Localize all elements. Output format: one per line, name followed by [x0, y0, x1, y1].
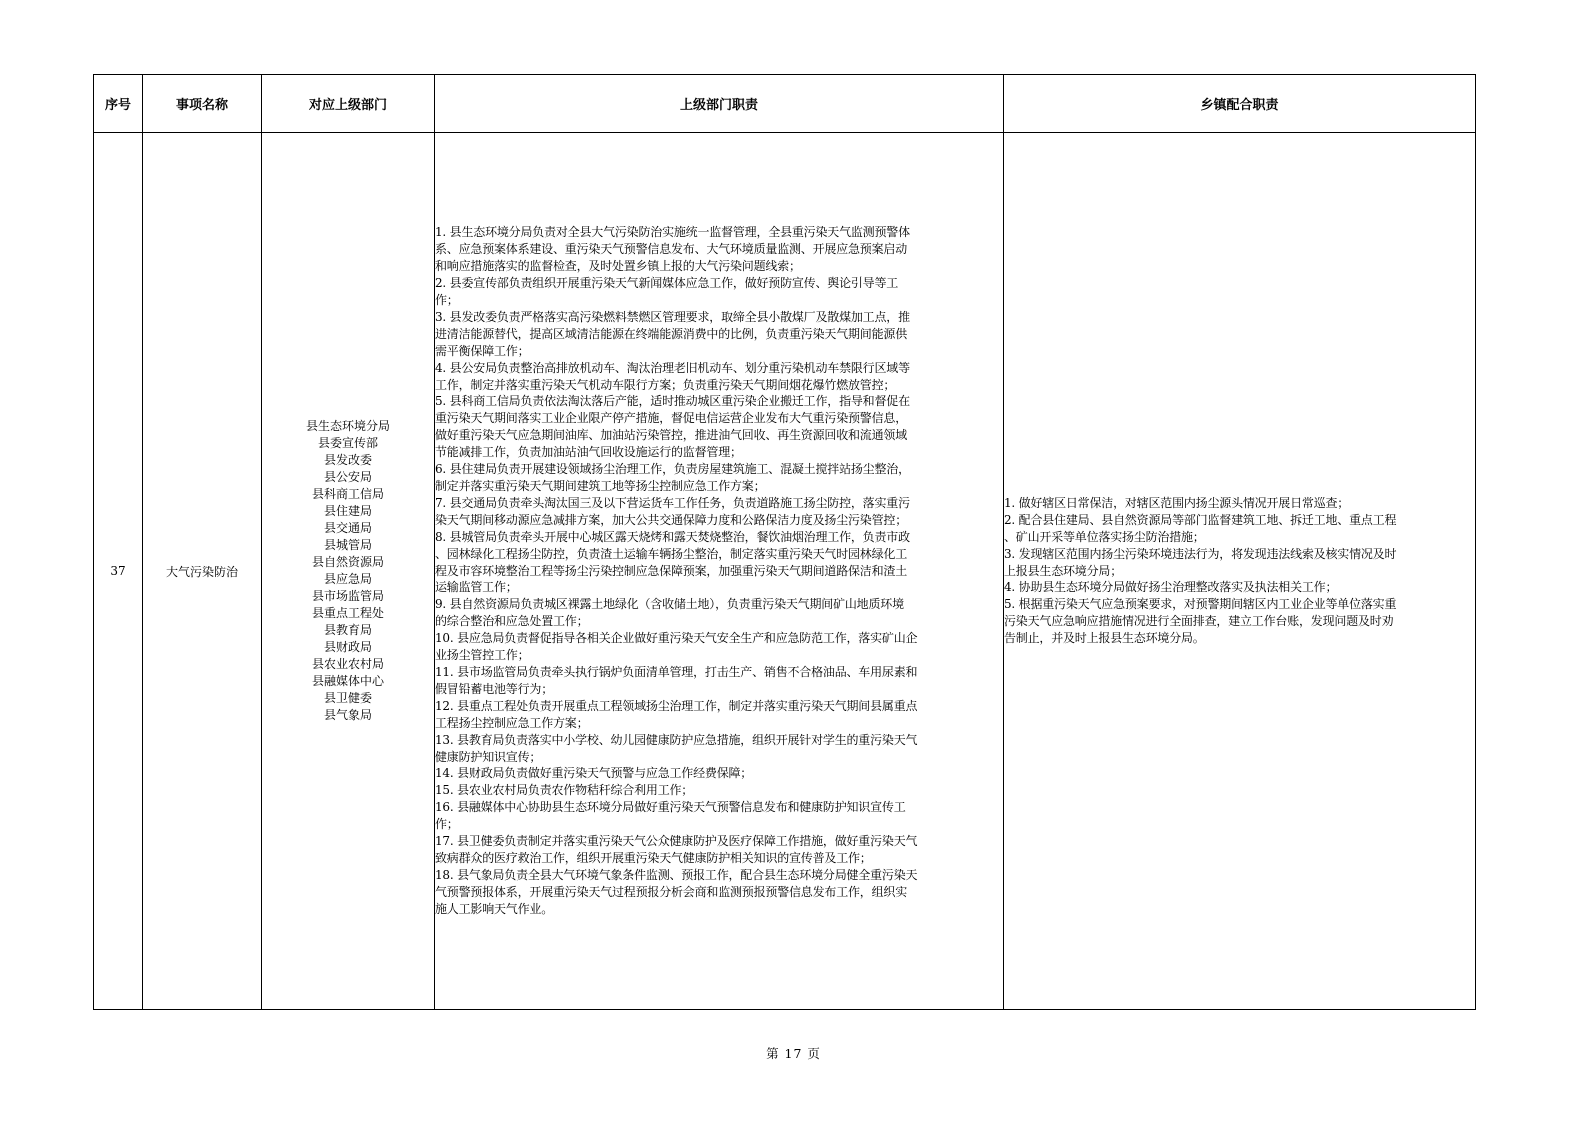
- duty-line: 6. 县住建局负责开展建设领域扬尘治理工作，负责房屋建筑施工、混凝土搅拌站扬尘整治，: [435, 462, 910, 477]
- duty-line: 3. 县发改委负责严格落实高污染燃料禁燃区管理要求，取缔全县小散煤厂及散煤加工点，推: [435, 309, 910, 324]
- duty-line: 需平衡保障工作；: [435, 343, 530, 358]
- duty-line: 和响应措施落实的监督检查，及时处置乡镇上报的大气污染问题线索；: [435, 259, 801, 274]
- duty-line: 假冒铅蓄电池等行为；: [435, 681, 554, 696]
- coop-line: 、矿山开采等单位落实扬尘防治措施；: [1004, 529, 1205, 544]
- department-name: 县财政局: [323, 640, 372, 654]
- duty-line: 8. 县城管局负责牵头开展中心城区露天烧烤和露天焚烧整治，餐饮油烟治理工作，负责市政: [435, 529, 910, 544]
- duty-line: 16. 县融媒体中心协助县生态环境分局做好重污染天气预警信息发布和健康防护知识宣传工: [435, 800, 906, 815]
- row-departments: [262, 133, 435, 1010]
- department-name: 县城管局: [323, 538, 372, 552]
- department-name: 县市场监管局: [311, 589, 384, 603]
- duty-line: 系、应急预案体系建设、重污染天气预警信息发布、大气环境质量监测、开展应急预案启动: [435, 242, 908, 257]
- duty-line: 作；: [435, 817, 459, 832]
- department-name: 县融媒体中心: [311, 674, 384, 688]
- header-department-duties: 上级部门职责: [435, 75, 1004, 133]
- duty-line: 4. 县公安局负责整治高排放机动车、淘汰治理老旧机动车、划分重污染机动车禁限行区域等: [435, 360, 910, 375]
- duty-line: 13. 县教育局负责落实中小学校、幼儿园健康防护应急措施，组织开展针对学生的重污染天气: [435, 732, 918, 747]
- duty-line: 施人工影响天气作业。: [435, 901, 554, 916]
- duty-line: 9. 县自然资源局负责城区裸露土地绿化（含收储土地），负责重污染天气期间矿山地质环境: [435, 597, 904, 612]
- department-name: 县应急局: [323, 572, 372, 586]
- coop-line: 上报县生态环境分局；: [1004, 563, 1123, 578]
- duty-line: 、园林绿化工程扬尘防控，负责渣土运输车辆扬尘整治，制定落实重污染天气时园林绿化工: [435, 546, 908, 561]
- department-name: 县生态环境分局: [305, 419, 390, 433]
- responsibility-table: [93, 74, 1476, 1010]
- duty-line: 进清洁能源替代，提高区域清洁能源在终端能源消费中的比例，负责重污染天气期间能源供: [435, 326, 908, 341]
- department-name: 县发改委: [323, 453, 372, 467]
- header-department: 对应上级部门: [262, 75, 435, 133]
- department-name: 县气象局: [323, 708, 372, 722]
- duty-line: 10. 县应急局负责督促指导各相关企业做好重污染天气安全生产和应急防范工作，落实矿山企: [435, 631, 918, 646]
- coop-line: 2. 配合县住建局、县自然资源局等部门监督建筑工地、拆迁工地、重点工程: [1004, 512, 1397, 527]
- department-name: 县交通局: [323, 521, 372, 535]
- department-name: 县自然资源局: [311, 555, 384, 569]
- coop-line: 告制止，并及时上报县生态环境分局。: [1004, 631, 1205, 646]
- department-name: 县住建局: [323, 504, 372, 518]
- row-item-name: 大气污染防治: [143, 133, 262, 1010]
- department-name: 县农业农村局: [311, 657, 384, 671]
- duty-line: 运输监管工作；: [435, 580, 518, 595]
- row-number: 37: [94, 133, 143, 1010]
- coop-line: 1. 做好辖区日常保洁，对辖区范围内扬尘源头情况开展日常巡查；: [1004, 495, 1350, 510]
- coop-line: 5. 根据重污染天气应急预案要求，对预警期间辖区内工业企业等单位落实重: [1004, 597, 1397, 612]
- duty-line: 18. 县气象局负责全县大气环境气象条件监测、预报工作，配合县生态环境分局健全重污染天: [435, 867, 918, 882]
- department-name: 县公安局: [323, 470, 372, 484]
- department-name: 县重点工程处: [311, 606, 384, 620]
- duty-line: 程及市容环境整治工程等扬尘污染控制应急保障预案，加强重污染天气期间道路保洁和渣土: [435, 563, 908, 578]
- duty-line: 作；: [435, 293, 459, 308]
- row-township-duties: [1004, 133, 1476, 1010]
- table-header-row: [94, 75, 1476, 133]
- coop-line: 3. 发现辖区范围内扬尘污染环境违法行为，将发现违法线索及核实情况及时: [1004, 546, 1397, 561]
- duty-line: 14. 县财政局负责做好重污染天气预警与应急工作经费保障；: [435, 766, 753, 781]
- duty-line: 制定并落实重污染天气期间建筑工地等扬尘控制应急工作方案；: [435, 479, 766, 494]
- duty-line: 12. 县重点工程处负责开展重点工程领域扬尘治理工作，制定并落实重污染天气期间县属重点: [435, 698, 918, 713]
- duty-line: 2. 县委宣传部负责组织开展重污染天气新闻媒体应急工作，做好预防宣传、舆论引导等工: [435, 276, 899, 291]
- department-name: 县委宣传部: [317, 436, 378, 450]
- duty-line: 5. 县科商工信局负责依法淘汰落后产能，适时推动城区重污染企业搬迁工作，指导和督促在: [435, 394, 910, 409]
- department-name: 县卫健委: [323, 691, 372, 705]
- department-name: 县科商工信局: [311, 487, 384, 501]
- duty-line: 1. 县生态环境分局负责对全县大气污染防治实施统一监督管理，全县重污染天气监测预警体: [435, 225, 910, 240]
- duty-line: 业扬尘管控工作；: [435, 648, 530, 663]
- duty-line: 工程扬尘控制应急工作方案；: [435, 715, 589, 730]
- table-row: [94, 133, 1476, 1010]
- duty-line: 健康防护知识宣传；: [435, 749, 542, 764]
- duty-line: 做好重污染天气应急期间油库、加油站污染管控，推进油气回收、再生资源回收和流通领域: [435, 428, 908, 443]
- duty-line: 11. 县市场监管局负责牵头执行锅炉负面清单管理，打击生产、销售不合格油品、车用尿素和: [435, 664, 918, 679]
- header-township-duties: 乡镇配合职责: [1004, 75, 1476, 133]
- coop-line: 4. 协助县生态环境分局做好扬尘治理整改落实及执法相关工作；: [1004, 580, 1338, 595]
- page-number: 第 17 页: [766, 1046, 821, 1061]
- coop-line: 污染天气应急响应措施情况进行全面排查，建立工作台账，发现问题及时劝: [1004, 614, 1394, 629]
- duty-line: 致病群众的医疗救治工作，组织开展重污染天气健康防护相关知识的宣传普及工作；: [435, 850, 872, 865]
- duty-line: 节能减排工作，负责加油站油气回收设施运行的监督管理；: [435, 445, 742, 460]
- duty-line: 7. 县交通局负责牵头淘汰国三及以下营运货车工作任务，负责道路施工扬尘防控，落实重污: [435, 495, 910, 510]
- row-department-duties: [435, 133, 1004, 1010]
- duty-line: 的综合整治和应急处置工作；: [435, 614, 589, 629]
- duty-line: 重污染天气期间落实工业企业限产停产措施，督促电信运营企业发布大气重污染预警信息，: [435, 411, 908, 426]
- duty-line: 染天气期间移动源应急减排方案，加大公共交通保障力度和公路保洁力度及扬尘污染管控；: [435, 512, 908, 527]
- duty-line: 工作，制定并落实重污染天气机动车限行方案；负责重污染天气期间烟花爆竹燃放管控；: [435, 377, 896, 392]
- department-name: 县教育局: [323, 623, 372, 637]
- duty-line: 17. 县卫健委负责制定并落实重污染天气公众健康防护及医疗保障工作措施，做好重污染天气: [435, 834, 918, 849]
- header-no: 序号: [94, 75, 143, 133]
- header-item-name: 事项名称: [143, 75, 262, 133]
- duty-line: 15. 县农业农村局负责农作物秸秆综合利用工作；: [435, 783, 694, 798]
- duty-line: 气预警预报体系，开展重污染天气过程预报分析会商和监测预报预警信息发布工作，组织实: [435, 884, 908, 899]
